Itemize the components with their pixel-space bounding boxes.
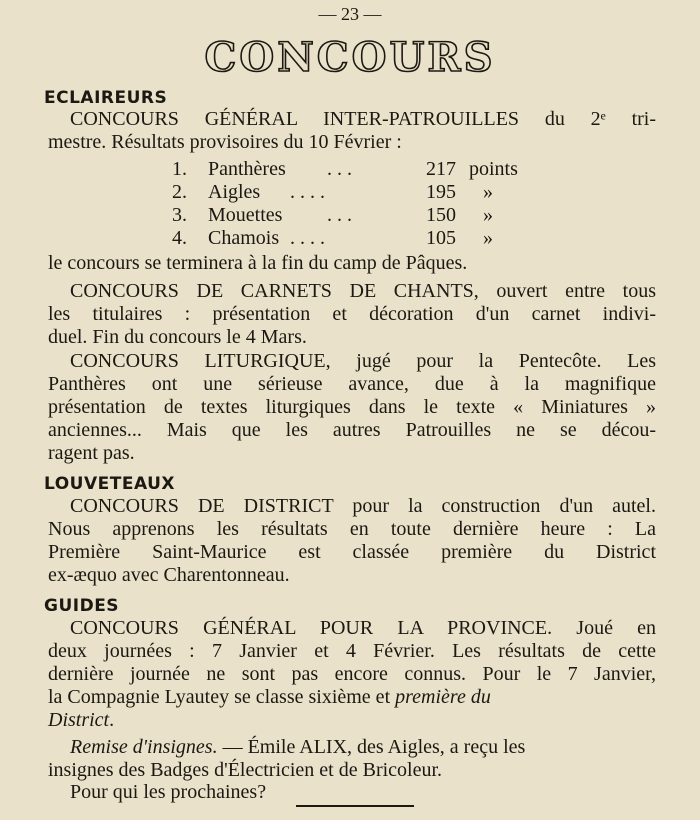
text-line (48, 709, 114, 731)
result-unit: » (483, 181, 493, 203)
result-rank: 4. (172, 227, 187, 249)
text-line: CONCOURS LITURGIQUE, jugé pour la Pentecôte. Les (70, 350, 656, 372)
section-heading-eclaireurs: ECLAIREURS (44, 88, 168, 108)
text-line: CONCOURS GÉNÉRAL POUR LA PROVINCE. Joué en (70, 617, 656, 639)
result-rank: 1. (172, 158, 187, 180)
text-span: la Compagnie Lyautey se classe sixième et (48, 686, 391, 708)
text-line (48, 686, 491, 708)
result-dots: . . . (327, 204, 352, 226)
result-dots: . . . . (290, 181, 325, 203)
result-points: 105 (426, 227, 456, 249)
text-line: Panthères ont une sérieuse avance, due à la magnifique (48, 373, 656, 395)
page-title: CONCOURS (204, 34, 496, 81)
text-line: mestre. Résultats provisoires du 10 Février : (48, 131, 402, 153)
text-line: Nous apprenons les résultats en toute dernière heure : La (48, 518, 656, 540)
result-name: Chamois (208, 227, 280, 249)
result-rank: 3. (172, 204, 187, 226)
text-line: deux journées : 7 Janvier et 4 Février. Les résultats de cette (48, 640, 656, 662)
italic-span: première du (395, 686, 491, 708)
text-line: CONCOURS GÉNÉRAL INTER-PATROUILLES du 2ᵉ tri- (70, 108, 656, 130)
result-dots: . . . . (290, 227, 325, 249)
text-line: Première Saint-Maurice est classée première du District (48, 541, 656, 563)
page-number: — 23 — (318, 4, 382, 24)
result-dots: . . . (327, 158, 352, 180)
section-heading-louveteaux: LOUVETEAUX (44, 474, 176, 494)
text-line: ex-æquo avec Charentonneau. (48, 564, 290, 586)
result-unit: points (469, 158, 518, 180)
result-name: Panthères (208, 158, 286, 180)
italic-span: Remise d'insignes. (70, 736, 218, 758)
text-line: CONCOURS DE DISTRICT pour la construction d'un autel. (70, 495, 656, 517)
text-line: dernière journée ne sont pas encore connus. Pour le 7 Janvier, (48, 663, 656, 685)
result-points: 217 (426, 158, 456, 180)
text-span: . (109, 709, 115, 731)
text-line: CONCOURS DE CARNETS DE CHANTS, ouvert entre tous (70, 280, 656, 302)
result-points: 195 (426, 181, 456, 203)
result-unit: » (483, 227, 493, 249)
section-heading-guides: GUIDES (44, 596, 120, 616)
text-line: le concours se terminera à la fin du camp de Pâques. (48, 252, 468, 274)
end-rule (296, 805, 414, 807)
result-name: Aigles (208, 181, 261, 203)
text-line: présentation de textes liturgiques dans le texte « Miniatures » (48, 396, 656, 418)
result-unit: » (483, 204, 493, 226)
text-line (70, 736, 525, 758)
italic-span: District (48, 709, 110, 731)
text-line: Pour qui les prochaines? (70, 781, 267, 803)
result-points: 150 (426, 204, 456, 226)
text-span: — Émile ALIX, des Aigles, a reçu les (217, 736, 526, 758)
text-line: duel. Fin du concours le 4 Mars. (48, 326, 307, 348)
text-line: insignes des Badges d'Électricien et de Bricoleur. (48, 759, 443, 781)
result-rank: 2. (172, 181, 187, 203)
result-name: Mouettes (208, 204, 283, 226)
text-line: ragent pas. (48, 442, 135, 464)
text-line: les titulaires : présentation et décoration d'un carnet indivi- (48, 303, 656, 325)
text-line: anciennes... Mais que les autres Patrouilles ne se décou- (48, 419, 656, 441)
